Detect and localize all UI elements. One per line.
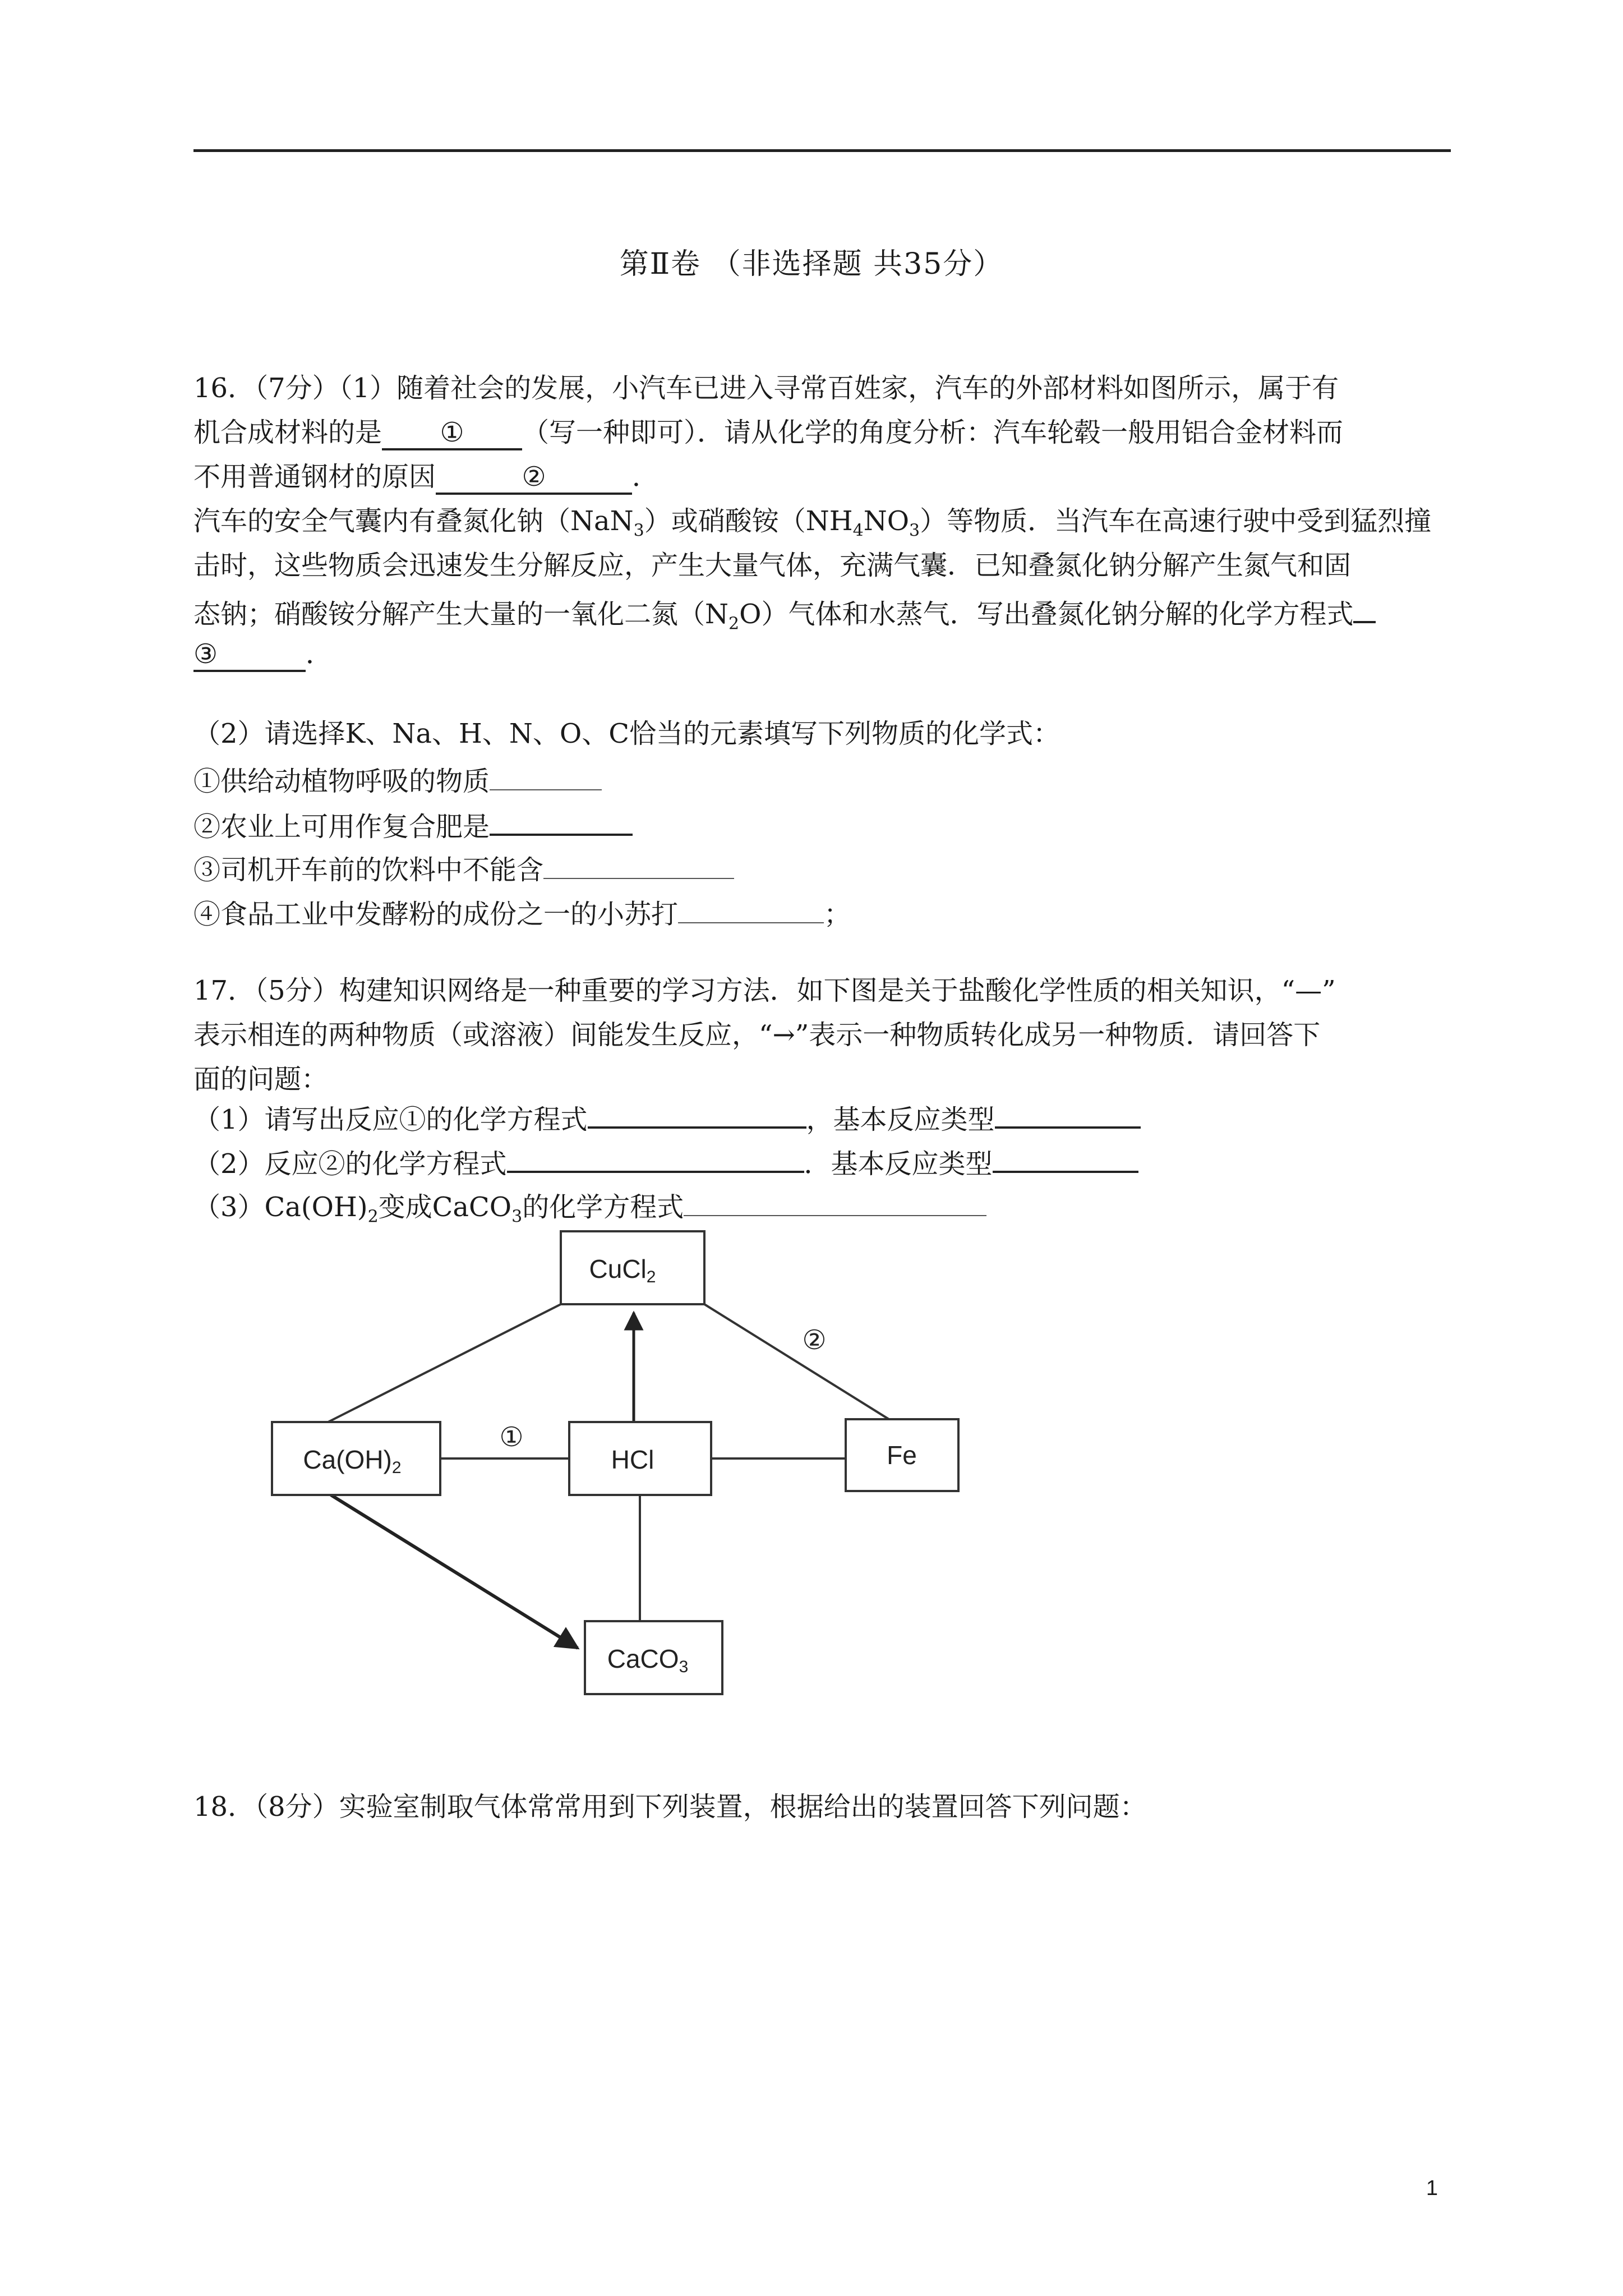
node-cucl2-label: CuCl2 [589,1254,656,1286]
q16-item-1: ①供给动植物呼吸的物质 [193,758,1451,802]
q16-item-4: ④食品工业中发酵粉的成份之一的小苏打 ； [193,891,1451,935]
link-cucl2-fe [704,1304,889,1419]
q16-part-2: （2）请选择K、Na、H、N、O、C恰当的元素填写下列物质的化学式： [193,718,1060,749]
q16-line-7: ③ ． [193,634,1451,674]
answer-blank-2[interactable]: ② [436,461,632,495]
node-hcl-label: HCl [611,1445,654,1474]
q16-line-4: 汽车的安全气囊内有叠氮化钠（NaN$_3$）或硝酸铵$(NH_4NO_3)$等物质．当汽车在高速行驶中受到猛烈撞 [193,505,1432,541]
arrow-caoh2-to-caco3 [331,1495,578,1648]
node-fe-label: Fe [887,1441,917,1470]
q16-line-2: 机合成材料的是 ① （写一种即可）．请从化学的角度分析：汽车轮毂一般用铝合金材料而 [193,412,1451,453]
answer-blank-3[interactable]: ③ [193,638,306,672]
link-caoh2-cucl2 [328,1304,561,1422]
q17-sub-2: （2）反应②的化学方程式 ．基本反应类型 [193,1139,1451,1184]
q16-line-6: 态钠；硝酸铵分解产生大量的一氧化二氮$(N_2O)$气体和水蒸气．写出叠氮化钠分解的化学方程式 [193,590,1451,634]
page-number: 1 [1426,2177,1438,2200]
q16-item-3: ③司机开车前的饮料中不能含 [193,846,1451,890]
q17-sub-1: （1）请写出反应①的化学方程式 ，基本反应类型 [193,1095,1451,1140]
q16-line-5: 击时，这些物质会迅速发生分解反应，产生大量气体，充满气囊．已知叠氮化钠分解产生氮气和固 [193,550,1352,581]
q17-sub-3: $(3)Ca(OH)_2$变成CaCO$_3$的化学方程式 [193,1184,1451,1227]
reaction-label-1: ① [499,1423,524,1452]
section-title: 第Ⅱ卷 （非选择题 共35分） [619,247,1004,281]
q18-line-1: 18．（8分）实验室制取气体常常用到下列装置，根据给出的装置回答下列问题： [193,1791,1147,1823]
q17-line-2: 表示相连的两种物质（或溶液）间能发生反应，“→”表示一种物质转化成另一种物质．请回答下 [193,1019,1321,1051]
q16-line-3: 不用普通钢材的原因 ② ． [193,457,1451,497]
node-caoh2-label: Ca(OH)2 [303,1445,402,1477]
q16-item-2: ②农业上可用作复合肥是 [193,802,1451,847]
q17-line-1: 17．（5分）构建知识网络是一种重要的学习方法．如下图是关于盐酸化学性质的相关知识，“—” [193,975,1336,1006]
reaction-label-2: ② [802,1326,827,1355]
q16-line-1: 16．（7分）（1）随着社会的发展，小汽车已进入寻常百姓家，汽车的外部材料如图所示，属于有 [193,372,1339,404]
node-caco3-label: CaCO3 [607,1644,689,1676]
answer-blank-1[interactable]: ① [382,417,522,450]
q17-line-3: 面的问题： [193,1064,329,1095]
